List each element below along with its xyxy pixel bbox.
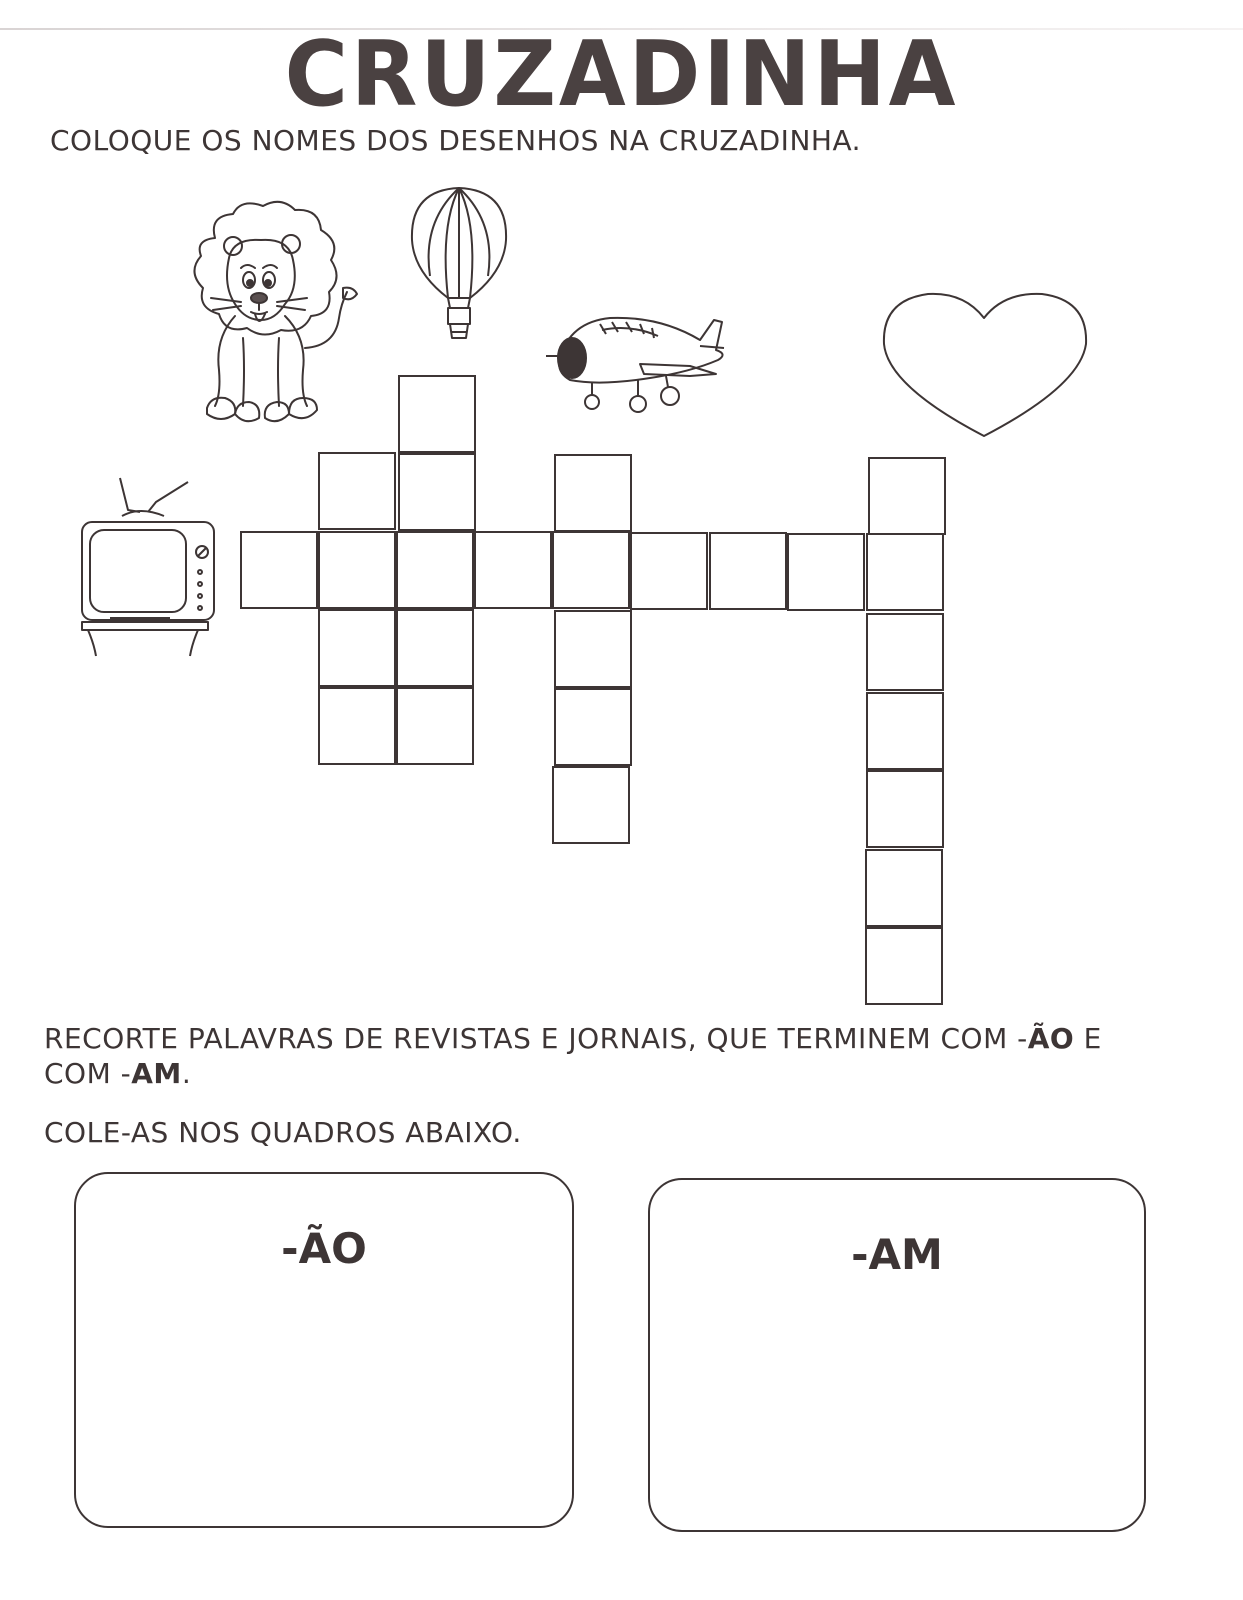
crossword-cell[interactable] <box>318 531 396 609</box>
paste-box-am[interactable] <box>648 1178 1146 1532</box>
crossword-cell[interactable] <box>318 452 396 530</box>
crossword-cell[interactable] <box>865 849 943 927</box>
crossword-cell[interactable] <box>866 770 944 848</box>
crossword-cell[interactable] <box>787 533 865 611</box>
crossword-cell[interactable] <box>474 531 552 609</box>
crossword-cell[interactable] <box>552 531 630 609</box>
airplane-icon <box>540 310 730 420</box>
crossword-cell[interactable] <box>866 533 944 611</box>
cut-instruction-period: . <box>181 1057 192 1090</box>
paste-box-ao[interactable] <box>74 1172 574 1528</box>
crossword-cell[interactable] <box>396 687 474 765</box>
cut-instruction-line2 <box>44 1057 191 1090</box>
cut-instruction-line1 <box>44 1022 1102 1055</box>
heart-icon <box>880 290 1090 440</box>
crossword-cell[interactable] <box>398 375 476 453</box>
lion-icon <box>185 198 370 430</box>
television-icon <box>80 472 220 658</box>
hot-air-balloon-icon <box>408 186 510 346</box>
cut-instruction-text: RECORTE PALAVRAS DE REVISTAS E JORNAIS, QUE TERMINEM COM - <box>44 1022 1028 1055</box>
crossword-cell[interactable] <box>240 531 318 609</box>
crossword-cell[interactable] <box>318 609 396 687</box>
crossword-cell[interactable] <box>868 457 946 535</box>
crossword-cell[interactable] <box>554 454 632 532</box>
crossword-cell[interactable] <box>552 766 630 844</box>
crossword-cell[interactable] <box>866 692 944 770</box>
crossword-cell[interactable] <box>866 613 944 691</box>
crossword-cell[interactable] <box>709 532 787 610</box>
crossword-cell[interactable] <box>865 927 943 1005</box>
crossword-instruction: COLOQUE OS NOMES DOS DESENHOS NA CRUZADINHA. <box>50 124 862 157</box>
crossword-cell[interactable] <box>554 610 632 688</box>
crossword-cell[interactable] <box>318 687 396 765</box>
crossword-cell[interactable] <box>396 609 474 687</box>
cut-instruction-conjunction: E <box>1074 1022 1102 1055</box>
paste-box-label: -AM <box>851 1230 943 1279</box>
crossword-cell[interactable] <box>630 532 708 610</box>
crossword-cell[interactable] <box>398 453 476 531</box>
cut-instruction-ending-ao: ÃO <box>1027 1022 1075 1055</box>
paste-box-label: -ÃO <box>281 1224 367 1273</box>
paste-instruction: COLE-AS NOS QUADROS ABAIXO. <box>44 1116 522 1149</box>
page-title: CRUZADINHA <box>284 22 959 127</box>
cut-instruction-ending-am: AM <box>131 1057 182 1090</box>
cut-instruction-text-2: COM - <box>44 1057 132 1090</box>
crossword-cell[interactable] <box>554 688 632 766</box>
crossword-cell[interactable] <box>396 531 474 609</box>
